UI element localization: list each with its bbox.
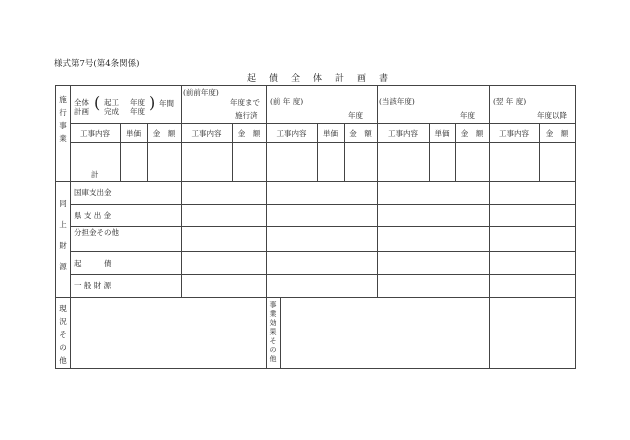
rule-finance-2 <box>70 226 576 227</box>
col-work-3: 工事内容 <box>388 129 418 138</box>
period-suffix-0a: 年度まで <box>230 98 260 107</box>
rule-project-bottom <box>55 181 576 182</box>
col-unit-0: 単価 <box>126 129 141 138</box>
finance-row-1: 県 支 出 金 <box>74 211 112 220</box>
rule-col-6 <box>280 297 281 368</box>
scope-period: 年間 <box>159 99 174 108</box>
period-name-2: (当該年度) <box>379 97 415 106</box>
period-name-1: (前 年 度) <box>270 97 304 106</box>
rule-subheader-bottom <box>70 142 576 143</box>
scope-year2: 年度 <box>130 107 145 116</box>
period-name-3: (翌 年 度) <box>493 97 527 106</box>
period-name-0: (前前年度) <box>183 88 219 97</box>
col-work-0: 工事内容 <box>80 129 110 138</box>
rule-col-12 <box>489 85 490 368</box>
period-suffix-3: 年度以降 <box>537 111 567 120</box>
period-suffix-0b: 施行済 <box>235 111 258 120</box>
period-suffix-1: 年度 <box>348 111 363 120</box>
remarks-effect: 事業効果その他 <box>269 301 277 363</box>
brace-close: ) <box>149 93 156 112</box>
col-amount-3: 金 額 <box>460 129 484 138</box>
total-label: 計 <box>91 170 99 179</box>
finance-row-4: 一 般 財 源 <box>74 281 112 290</box>
scope-line2: 計画 <box>74 107 89 116</box>
finance-row-2: 分担金その他 <box>74 228 119 237</box>
rule-finance-bottom <box>55 297 576 298</box>
col-work-4: 工事内容 <box>499 129 529 138</box>
form-title: 起債全体計画書 <box>246 74 401 84</box>
rule-bottom <box>55 368 576 369</box>
col-unit-3: 単価 <box>434 129 450 138</box>
rule-left <box>55 85 56 369</box>
col-amount-1: 金 額 <box>237 129 261 138</box>
rule-top <box>55 85 576 86</box>
rule-finance-1 <box>70 204 576 205</box>
rule-finance-3 <box>70 251 576 252</box>
project-row-label: 施行事業 <box>59 95 67 143</box>
finance-row-label: 同上財源 <box>59 199 67 271</box>
finance-row-3: 起 債 <box>74 259 112 268</box>
scope-start: 起工 <box>104 98 119 107</box>
scope-year1: 年度 <box>130 98 145 107</box>
col-unit-2: 単価 <box>323 129 338 138</box>
rule-col-5 <box>266 85 267 368</box>
rule-finance-4 <box>70 274 576 275</box>
rule-right <box>575 85 576 369</box>
scope-end: 完成 <box>104 107 119 116</box>
remarks-current: 現況その他 <box>59 304 67 365</box>
rule-col-9 <box>377 85 378 297</box>
plan-table <box>55 85 576 368</box>
finance-row-0: 国庫支出金 <box>74 188 112 197</box>
scope-line1: 全体 <box>74 98 89 107</box>
rule-col-3 <box>181 85 182 297</box>
rule-header-bottom <box>70 123 576 124</box>
period-suffix-2: 年度 <box>460 111 475 120</box>
col-amount-4: 金 額 <box>545 129 569 138</box>
col-amount-2: 金 額 <box>349 129 372 138</box>
col-amount-0: 金 額 <box>152 129 176 138</box>
brace-open: ( <box>94 93 101 112</box>
form-label: 様式第7号(第4条関係) <box>54 59 140 69</box>
col-work-2: 工事内容 <box>276 129 307 138</box>
rule-label-col <box>70 85 71 368</box>
col-work-1: 工事内容 <box>191 129 222 138</box>
